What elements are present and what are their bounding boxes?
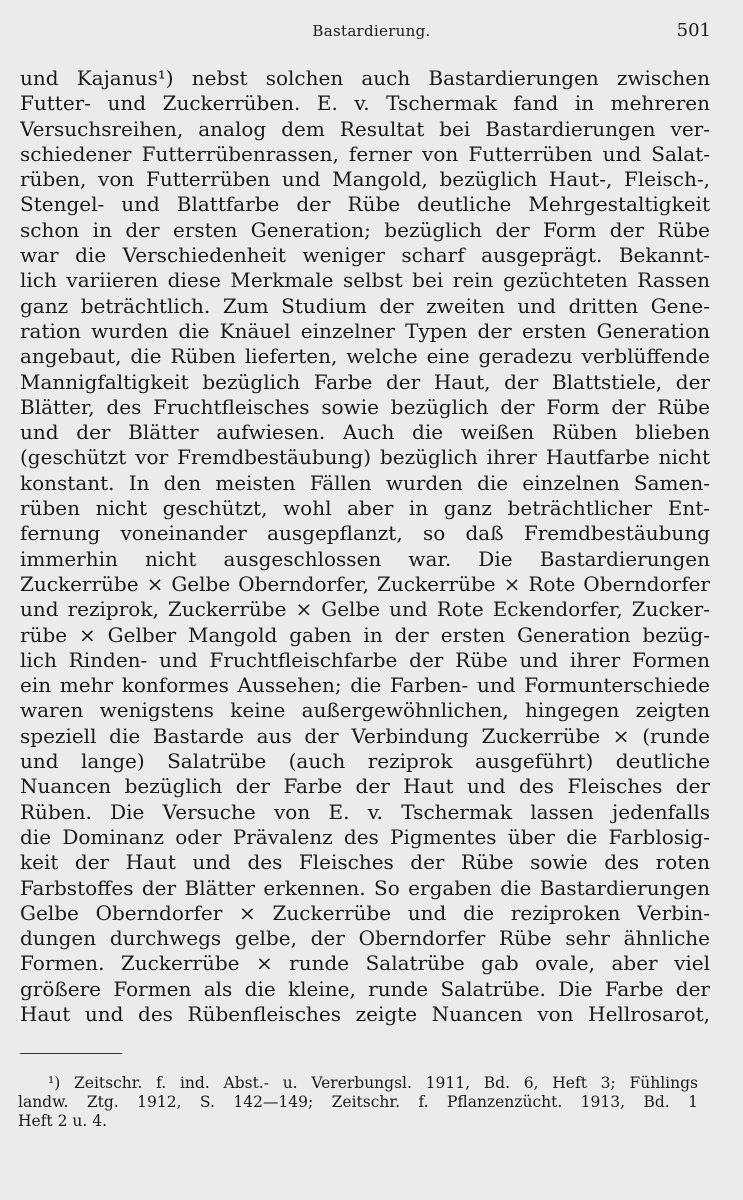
text-line: und reziprok, Zuckerrübe × Gelbe und Rote Eckendorfer, Zucker-	[20, 597, 710, 622]
text-line: und der Blätter aufwiesen. Auch die weißen Rüben blieben	[20, 420, 710, 445]
text-line: und Kajanus¹) nebst solchen auch Bastardierungen zwischen	[20, 66, 710, 90]
text-line: dungen durchwegs gelbe, der Oberndorfer Rübe sehr ähnliche	[20, 926, 710, 951]
running-header-title: Bastardierung.	[312, 22, 431, 40]
text-line: fernung voneinander ausgepflanzt, so daß Fremdbestäubung	[20, 521, 710, 546]
text-line: Versuchsreihen, analog dem Resultat bei Bastardierungen ver-	[20, 116, 710, 141]
footnotes	[18, 1074, 698, 1131]
text-line: Blätter, des Fruchtfleisches sowie bezüglich der Form der Rübe	[20, 394, 710, 419]
text-line: die Dominanz oder Prävalenz des Pigmentes über die Farblosig-	[20, 824, 710, 849]
page-number: 501	[676, 20, 711, 41]
footnote-line: Heft 2 u. 4.	[18, 1112, 107, 1130]
text-line: war die Verschiedenheit weniger scharf ausgeprägt. Bekannt-	[20, 243, 710, 268]
text-line: Mannigfaltigkeit bezüglich Farbe der Haut, der Blattstiele, der	[20, 369, 710, 394]
footnote-line: ¹) Zeitschr. f. ind. Abst.- u. Vererbungsl. 1911, Bd. 6, Heft 3; Fühlings	[48, 1074, 698, 1092]
text-line: lich Rinden- und Fruchtfleischfarbe der Rübe und ihrer Formen	[20, 647, 710, 672]
text-line: waren wenigstens keine außergewöhnlichen, hingegen zeigten	[20, 698, 710, 723]
text-line: Nuancen bezüglich der Farbe der Haut und des Fleisches der	[20, 774, 710, 799]
text-line: Stengel- und Blattfarbe der Rübe deutliche Mehrgestaltigkeit	[20, 192, 710, 217]
text-line: Rüben. Die Versuche von E. v. Tschermak lassen jedenfalls	[20, 799, 710, 824]
text-line: Futter- und Zuckerrüben. E. v. Tschermak fand in mehreren	[20, 91, 710, 116]
text-line: angebaut, die Rüben lieferten, welche eine geradezu verblüffende	[20, 344, 710, 369]
text-line: keit der Haut und des Fleisches der Rübe sowie des roten	[20, 850, 710, 875]
text-line: ration wurden die Knäuel einzelner Typen der ersten Generation	[20, 318, 710, 343]
text-line: Formen. Zuckerrübe × runde Salatrübe gab ovale, aber viel	[20, 951, 710, 976]
text-line: rüben nicht geschützt, wohl aber in ganz beträchtlicher Ent-	[20, 496, 710, 521]
text-line: Haut und des Rübenfleisches zeigte Nuancen von Hellrosarot,	[20, 1001, 710, 1026]
text-line: rüben, von Futterrüben und Mangold, bezüglich Haut-, Fleisch-,	[20, 167, 710, 192]
text-line: und lange) Salatrübe (auch reziprok ausgeführt) deutliche	[20, 749, 710, 774]
text-line: ganz beträchtlich. Zum Studium der zweiten und dritten Gene-	[20, 293, 710, 318]
text-line: Gelbe Oberndorfer × Zuckerrübe und die reziproken Verbin-	[20, 900, 710, 925]
text-line: schiedener Futterrübenrassen, ferner von Futterrüben und Salat-	[20, 141, 710, 166]
footnote-divider	[20, 1053, 122, 1054]
text-line: rübe × Gelber Mangold gaben in der ersten Generation bezüg-	[20, 622, 710, 647]
text-line: konstant. In den meisten Fällen wurden die einzelnen Samen-	[20, 470, 710, 495]
text-line: immerhin nicht ausgeschlossen war. Die Bastardierungen	[20, 546, 710, 571]
text-line: Farbstoffes der Blätter erkennen. So ergaben die Bastardierungen	[20, 875, 710, 900]
text-line: (geschützt vor Fremdbestäubung) bezüglich ihrer Hautfarbe nicht	[20, 445, 710, 470]
text-line: schon in der ersten Generation; bezüglich der Form der Rübe	[20, 217, 710, 242]
text-line: speziell die Bastarde aus der Verbindung Zuckerrübe × (runde	[20, 723, 710, 748]
body-text	[20, 66, 710, 1027]
footnote-line: landw. Ztg. 1912, S. 142—149; Zeitschr. f. Pflanzenzücht. 1913, Bd. 1	[18, 1093, 698, 1111]
text-line: lich variieren diese Merkmale selbst bei rein gezüchteten Rassen	[20, 268, 710, 293]
text-line: größere Formen als die kleine, runde Salatrübe. Die Farbe der	[20, 976, 710, 1001]
text-line: Zuckerrübe × Gelbe Oberndorfer, Zuckerrübe × Rote Oberndorfer	[20, 571, 710, 596]
text-line: ein mehr konformes Aussehen; die Farben- und Formunterschiede	[20, 673, 710, 698]
